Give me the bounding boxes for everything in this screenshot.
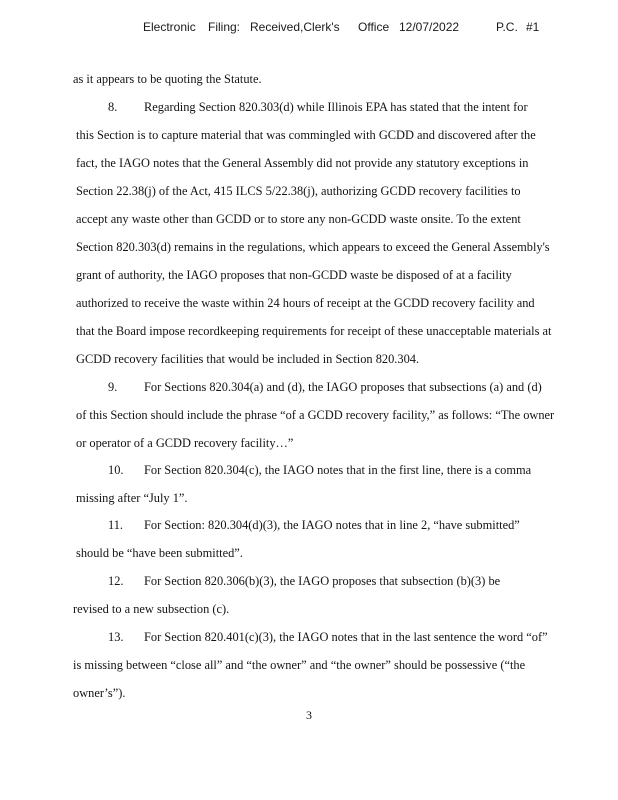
page-number: 3 bbox=[306, 708, 312, 722]
opening-line: as it appears to be quoting the Statute. bbox=[73, 72, 262, 86]
header-filing: Filing: bbox=[208, 20, 241, 34]
header-office: Office bbox=[358, 20, 390, 34]
paragraph-line: missing after “July 1”. bbox=[76, 491, 188, 505]
paragraph-line: For Sections 820.304(a) and (d), the IAGO proposes that subsections (a) and (d) bbox=[144, 380, 542, 394]
paragraph-line: that the Board impose recordkeeping requirements for receipt of these unacceptable materials at bbox=[76, 324, 552, 338]
paragraph-number: 8. bbox=[108, 100, 118, 114]
paragraph-line: this Section is to capture material that was commingled with GCDD and discovered after the bbox=[76, 128, 536, 142]
paragraph-line: authorized to receive the waste within 24 hours of receipt at the GCDD recovery facility and bbox=[76, 296, 535, 310]
paragraph-line: Section 22.38(j) of the Act, 415 ILCS 5/22.38(j), authorizing GCDD recovery facilities to bbox=[76, 184, 521, 198]
paragraph-line: Regarding Section 820.303(d) while Illinois EPA has stated that the intent for bbox=[144, 100, 528, 114]
paragraph-number: 13. bbox=[108, 630, 124, 644]
paragraph-line: owner’s”). bbox=[73, 686, 126, 700]
paragraph-number: 10. bbox=[108, 463, 124, 477]
paragraph-number: 9. bbox=[108, 380, 118, 394]
paragraph-line: grant of authority, the IAGO proposes that non-GCDD waste be disposed of at a facility bbox=[76, 268, 512, 282]
filing-header bbox=[0, 20, 618, 38]
header-received: Received,Clerk's bbox=[250, 20, 340, 34]
header-date: 12/07/2022 bbox=[399, 20, 460, 34]
paragraph-line: of this Section should include the phrase “of a GCDD recovery facility,” as follows: “The owner bbox=[76, 408, 555, 422]
paragraph-line: is missing between “close all” and “the owner” and “the owner” should be possessive (“the bbox=[73, 658, 526, 672]
paragraph-line: revised to a new subsection (c). bbox=[73, 602, 230, 616]
paragraph-line: For Section 820.401(c)(3), the IAGO notes that in the last sentence the word “of” bbox=[144, 630, 548, 644]
header-pc-number: #1 bbox=[526, 20, 540, 34]
paragraph-line: Section 820.303(d) remains in the regulations, which appears to exceed the General Assembly's bbox=[76, 240, 550, 254]
paragraph-line: GCDD recovery facilities that would be included in Section 820.304. bbox=[76, 352, 420, 366]
header-electronic: Electronic bbox=[143, 20, 196, 34]
paragraph-number: 12. bbox=[108, 574, 124, 588]
paragraph-line: For Section 820.304(c), the IAGO notes that in the first line, there is a comma bbox=[144, 463, 532, 477]
paragraph-line: accept any waste other than GCDD or to store any non-GCDD waste onsite. To the extent bbox=[76, 212, 521, 226]
paragraph-number: 11. bbox=[108, 518, 124, 532]
paragraph-line: For Section: 820.304(d)(3), the IAGO notes that in line 2, “have submitted” bbox=[144, 518, 520, 532]
paragraph-line: For Section 820.306(b)(3), the IAGO proposes that subsection (b)(3) be bbox=[144, 574, 501, 588]
paragraph-line: or operator of a GCDD recovery facility…” bbox=[76, 436, 294, 450]
paragraph-line: should be “have been submitted”. bbox=[76, 546, 243, 560]
paragraph-line: fact, the IAGO notes that the General Assembly did not provide any statutory exceptions in bbox=[76, 156, 529, 170]
header-pc: P.C. bbox=[496, 20, 518, 34]
